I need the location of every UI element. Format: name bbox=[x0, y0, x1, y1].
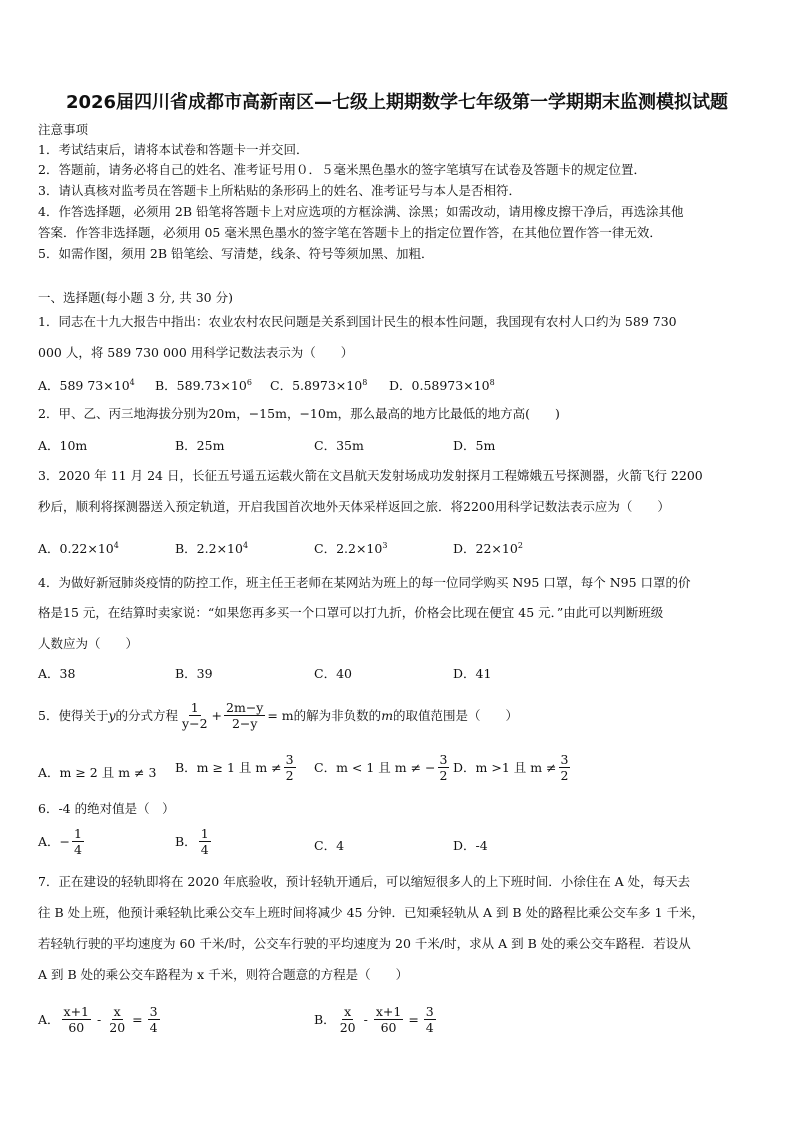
notice-item-2: 2．答题前，请务必将自己的姓名、准考证号用０．５毫米黑色墨水的签字笔填写在试卷及答题卡的规定位置． bbox=[38, 162, 646, 177]
q5-option-d: D．m >1 且 m ≠ $\frac{3}{2}$ bbox=[453, 752, 569, 783]
q6-option-a: A．− $\frac{1}{4}$ bbox=[38, 826, 82, 857]
q1-option-a: A．589 $73\times 10^4$ bbox=[38, 378, 135, 394]
q6-stem: 6．-4 的绝对值是（ ） bbox=[38, 801, 175, 816]
q5-option-c: C．m < 1 且 m ≠ − $\frac{3}{2}$ bbox=[314, 752, 448, 783]
q7-stem-line3: 若轻轨行驶的平均速度为 60 千米/时，公交车行驶的平均速度为 20 千米/时，求从 A 到 B 处的乘公交车路程．若设从 bbox=[38, 936, 691, 951]
q7-stem-line4: A 到 B 处的乘公交车路程为 x 千米，则符合题意的方程是（ ） bbox=[38, 967, 409, 982]
q5-option-b: B．m ≥ 1 且 m ≠ $\frac{3}{2}$ bbox=[175, 752, 294, 783]
q2-option-a: A．10m bbox=[38, 438, 88, 453]
q4-stem-line1: 4．为做好新冠肺炎疫情的防控工作，班主任王老师在某网站为班上的每一位同学购买 N95 口罩，每个 N95 口罩的价 bbox=[38, 575, 691, 590]
notice-item-4: 4．作答选择题，必须用 2B 铅笔将答题卡上对应选项的方框涂满、涂黑；如需改动，请用橡皮擦干净后，再选涂其他 bbox=[38, 204, 684, 219]
q1-stem-line2: 000 人，将 589 730 000 用科学记数法表示为（ ） bbox=[38, 345, 354, 360]
q1-option-d: D．$0.58973\times 10^8$ bbox=[389, 378, 495, 394]
q5-fraction-1: $\frac{1}{y-2}$ bbox=[182, 700, 208, 731]
q2-stem: 2．甲、乙、丙三地海拔分别为20m，−15m，−10m，那么最高的地方比最低的地方高( ) bbox=[38, 406, 560, 421]
notice-item-1: 1．考试结束后，请将本试卷和答题卡一并交回． bbox=[38, 142, 309, 157]
q1-option-c: C．$5.8973\times 10^8$ bbox=[270, 378, 368, 394]
notice-heading: 注意事项 bbox=[38, 122, 89, 137]
q5-fraction-2: $\frac{2m-y}{2-y}$ bbox=[226, 700, 264, 731]
notice-item-4-cont: 答案．作答非选择题，必须用 05 毫米黑色墨水的签字笔在答题卡上的指定位置作答，在其他位置作答一律无效． bbox=[38, 225, 662, 240]
q5-stem: 5．使得关于 y 的分式方程 $\frac{1}{y-2}$ + $\frac{2m-y}{2-y}$ = m 的解为非负数的 m 的取值范围是（ ） bbox=[38, 700, 519, 731]
q4-stem-line2: 格是15 元，在结算时卖家说：“如果您再多买一个口罩可以打九折，价格会比现在便宜 45 元．”由此可以判断班级 bbox=[38, 605, 664, 620]
q2-option-d: D．5m bbox=[453, 438, 496, 453]
notice-item-3: 3．请认真核对监考员在答题卡上所粘贴的条形码上的姓名、准考证号与本人是否相符． bbox=[38, 183, 521, 198]
page-title: 2026届四川省成都市高新南区—七级上期期数学七年级第一学期期末监测模拟试题 bbox=[65, 92, 729, 113]
q6-option-d: D．-4 bbox=[453, 838, 488, 853]
q1-stem-line1: 1．同志在十九大报告中指出：农业农村农民问题是关系到国计民生的根本性问题，我国现有农村人口约为 589 730 bbox=[38, 314, 677, 329]
q3-option-b: B．$2.2\times 10^4$ bbox=[175, 541, 249, 557]
q2-option-c: C．35m bbox=[314, 438, 364, 453]
q4-option-a: A．38 bbox=[38, 666, 76, 681]
q7-stem-line2: 往 B 处上班，他预计乘轻轨比乘公交车上班时间将减少 45 分钟．已知乘轻轨从 A 到 B 处的路程比乘公交车多 1 千米， bbox=[38, 905, 704, 920]
q3-option-d: D．$22\times 10^2$ bbox=[453, 541, 523, 557]
q3-option-a: A．$0.22\times 10^4$ bbox=[38, 541, 119, 557]
notice-item-5: 5．如需作图，须用 2B 铅笔绘、写清楚，线条、符号等须加黑、加粗． bbox=[38, 246, 434, 261]
q1-option-b: B．$589.73\times 10^6$ bbox=[155, 378, 252, 394]
q4-stem-line3: 人数应为（ ） bbox=[38, 636, 139, 651]
q7-stem-line1: 7．正在建设的轻轨即将在 2020 年底验收，预计轻轨开通后，可以缩短很多人的上下班时间．小徐住在 A 处，每天去 bbox=[38, 874, 691, 889]
q6-option-c: C．4 bbox=[314, 838, 345, 853]
q5-option-a: A．m ≥ 2 且 m ≠ 3 bbox=[38, 765, 157, 780]
q4-option-d: D．41 bbox=[453, 666, 492, 681]
q3-stem-line1: 3．2020 年 11 月 24 日，长征五号遥五运载火箭在文昌航天发射场成功发射探月工程嫦娥五号探测器，火箭飞行 2200 bbox=[38, 468, 703, 483]
q7-option-a: A． $\frac{x+1}{60}$ - $\frac{x}{20}$ = $\frac{3}{4}$ bbox=[38, 1004, 158, 1035]
q3-option-c: C．$2.2\times 10^3$ bbox=[314, 541, 388, 557]
q7-option-b: B． $\frac{x}{20}$ - $\frac{x+1}{60}$ = $\frac{3}{4}$ bbox=[314, 1004, 434, 1035]
q4-option-b: B．39 bbox=[175, 666, 213, 681]
section-heading: 一、选择题(每小题 3 分, 共 30 分) bbox=[38, 290, 233, 305]
q2-option-b: B．25m bbox=[175, 438, 225, 453]
q6-option-b: B． $\frac{1}{4}$ bbox=[175, 826, 209, 857]
q4-option-c: C．40 bbox=[314, 666, 352, 681]
q3-stem-line2: 秒后，顺利将探测器送入预定轨道，开启我国首次地外天体采样返回之旅．将2200用科学记数法表示应为（ ） bbox=[38, 499, 670, 514]
